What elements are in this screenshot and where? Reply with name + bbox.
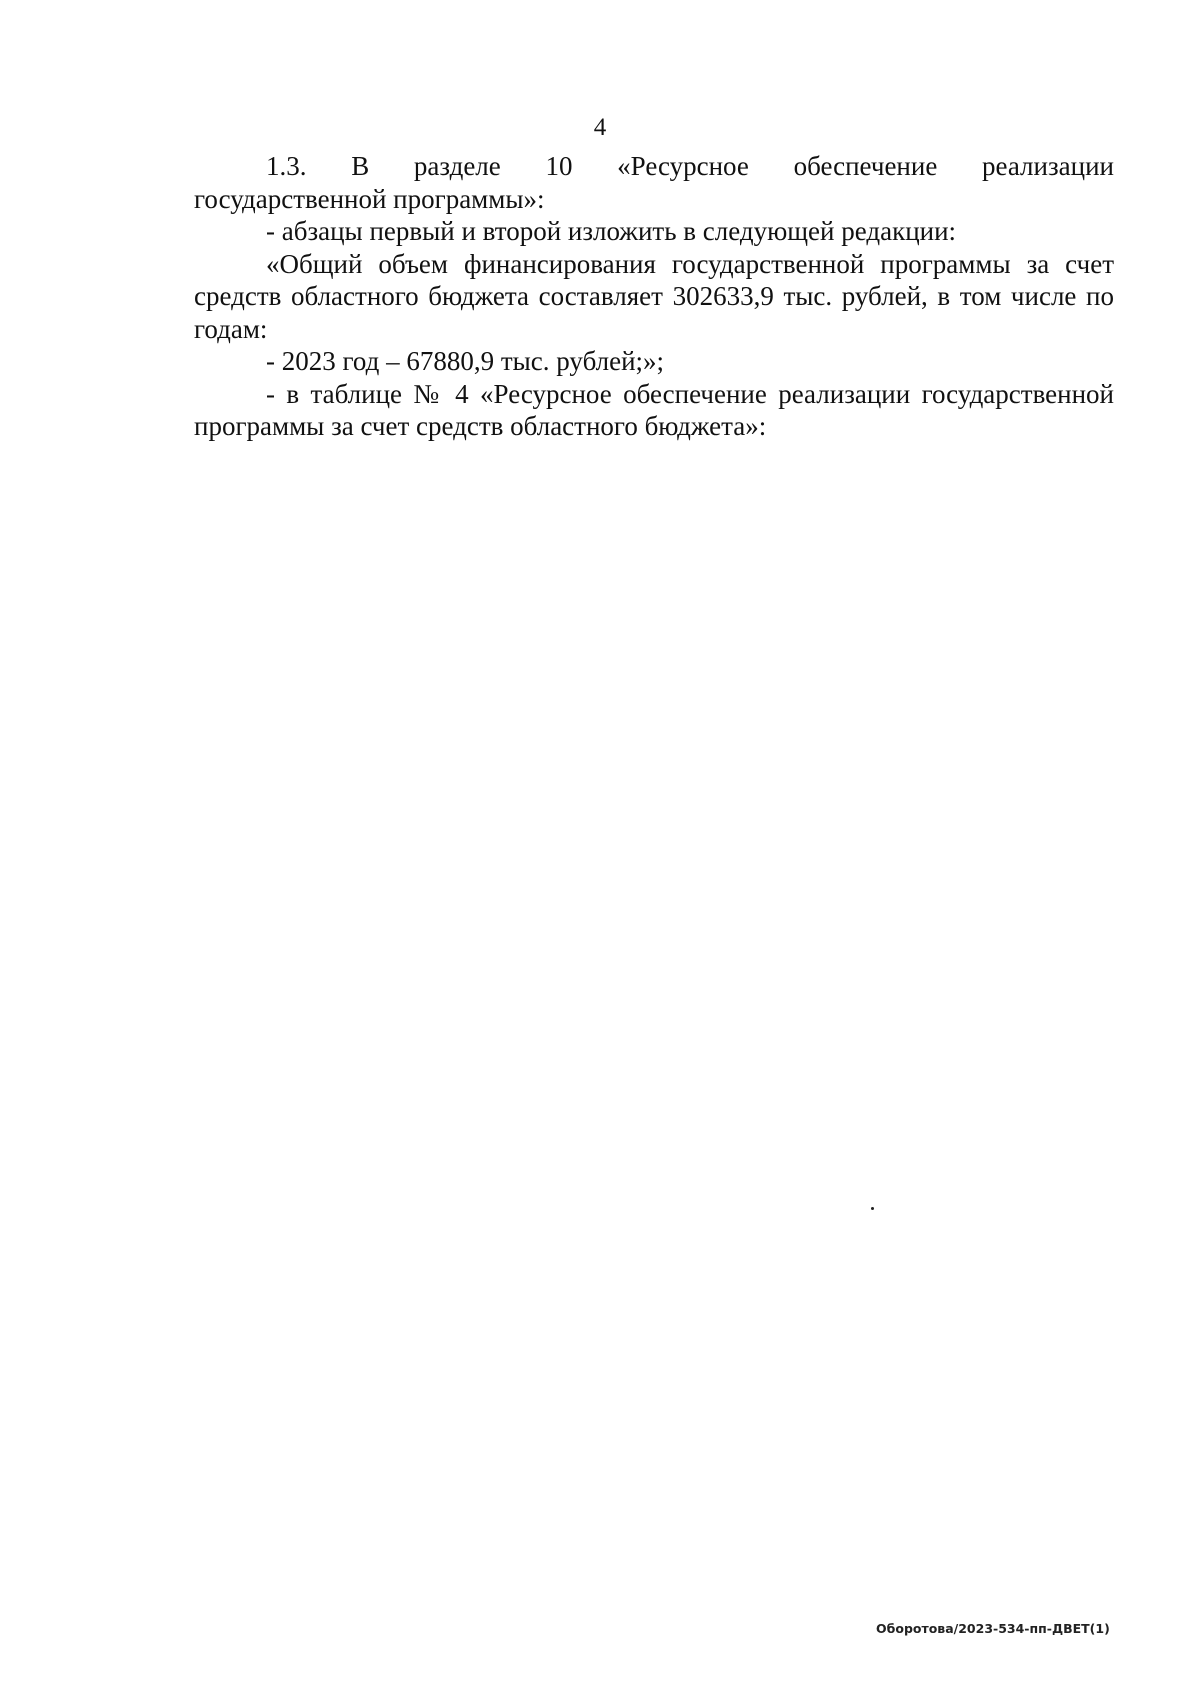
heading-word: 1.3. xyxy=(266,151,307,181)
document-body xyxy=(194,150,1114,443)
heading-word: 10 xyxy=(545,151,573,181)
heading-word: В xyxy=(351,151,370,181)
heading-word: обеспечение xyxy=(793,151,938,181)
page-number: 4 xyxy=(593,114,607,141)
footer-document-code: Оборотова/2023-534-пп-ДВЕТ(1) xyxy=(876,1621,1110,1636)
paragraph-table-4: - в таблице № 4 «Ресурсное обеспечение реализации государственной программы за счет средств областного бюджета»: xyxy=(194,378,1114,441)
paragraph-year-2023: - 2023 год – 67880,9 тыс. рублей;»; xyxy=(266,346,665,376)
paragraph-amendment-intro: - абзацы первый и второй изложить в следующей редакции: xyxy=(266,216,957,246)
section-heading-continuation: государственной программы»: xyxy=(194,183,545,214)
section-heading xyxy=(194,150,1114,183)
heading-word: «Ресурсное xyxy=(617,151,749,181)
heading-word: разделе xyxy=(413,151,501,181)
paragraph-financing-total: «Общий объем финансирования государственной программы за счет средств областного бюджета составляет 302633,9 тыс. рублей, в том числе по годам: xyxy=(194,248,1114,344)
stray-dot-mark xyxy=(871,1207,874,1210)
heading-word: реализации xyxy=(982,151,1114,181)
